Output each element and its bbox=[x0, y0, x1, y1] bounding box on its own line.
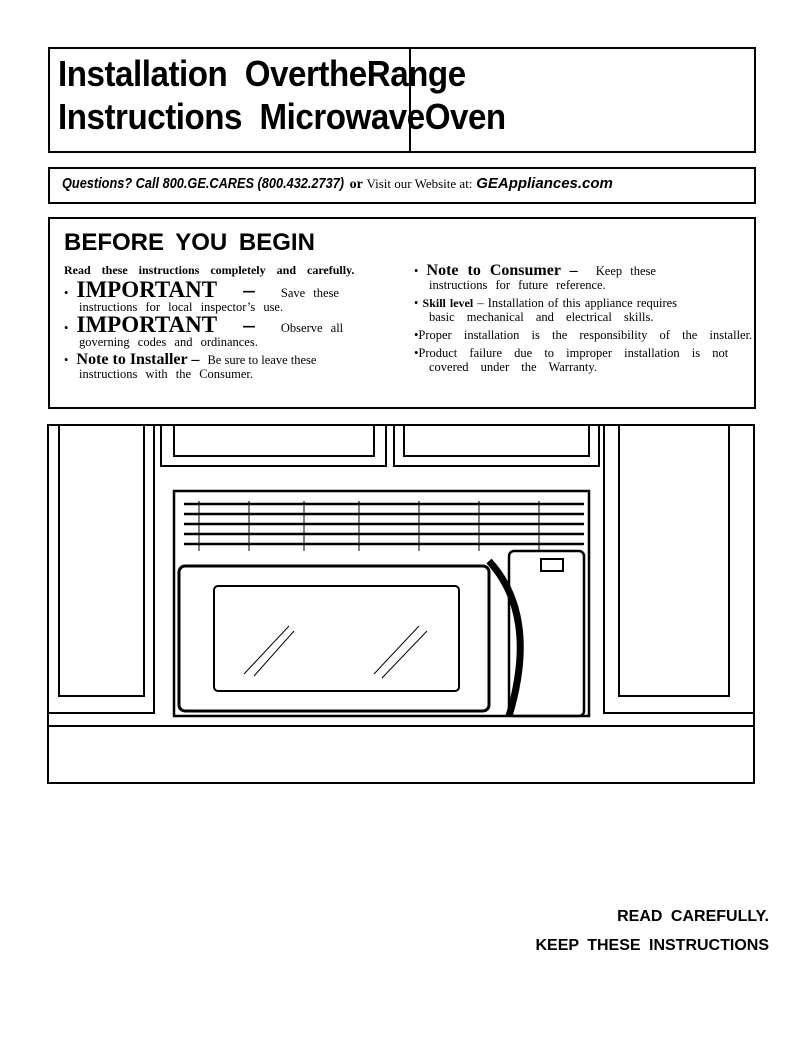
bullet: • bbox=[414, 264, 419, 278]
list-item bbox=[64, 312, 394, 349]
bullet: • bbox=[414, 296, 419, 310]
item-label: Note to Installer – bbox=[76, 351, 200, 368]
item-text: instructions with the Consumer. bbox=[79, 367, 254, 381]
item-text: instructions for local inspector’s use. bbox=[79, 300, 284, 314]
list-item bbox=[414, 296, 794, 324]
title-line-2: Instructions MicrowaveOven bbox=[58, 96, 506, 137]
cabinets bbox=[49, 426, 753, 726]
list-item bbox=[64, 353, 394, 381]
item-text: – Installation of this appliance requires bbox=[477, 296, 678, 310]
bullet: • bbox=[414, 346, 419, 360]
bullet: • bbox=[64, 286, 69, 300]
list-item bbox=[414, 346, 794, 374]
bullet: • bbox=[64, 353, 69, 367]
item-text: Be sure to leave these bbox=[207, 353, 317, 367]
bullet: • bbox=[414, 328, 419, 342]
item-text: Save these bbox=[280, 286, 339, 300]
intro-text: Read these instructions completely and carefully. bbox=[64, 263, 355, 277]
microwave-drawing bbox=[49, 426, 753, 782]
left-column bbox=[64, 263, 394, 385]
microwave-illustration bbox=[47, 424, 755, 784]
item-text: Observe all bbox=[280, 321, 344, 335]
list-item bbox=[414, 328, 794, 342]
item-text: Proper installation is the responsibility of the installer. bbox=[418, 328, 753, 342]
item-text: governing codes and ordinances. bbox=[79, 335, 258, 349]
right-column bbox=[414, 264, 794, 378]
item-label: IMPORTANT bbox=[76, 312, 218, 337]
call-text: Questions? Call 800.GE.CARES (800.432.2737) bbox=[62, 175, 345, 192]
bullet: • bbox=[64, 321, 69, 335]
item-label: IMPORTANT bbox=[76, 277, 218, 302]
section-heading: BEFORE YOU BEGIN bbox=[64, 229, 315, 256]
item-label: Note to Consumer – bbox=[426, 262, 578, 279]
questions-text bbox=[62, 175, 613, 193]
visit-text: Visit our Website at: bbox=[366, 176, 473, 191]
item-text: basic mechanical and electrical skills. bbox=[429, 310, 654, 324]
vent-grille bbox=[184, 501, 584, 551]
item-text: covered under the Warranty. bbox=[429, 360, 597, 374]
page-title bbox=[58, 52, 506, 138]
item-text: Product failure due to improper installation is not bbox=[418, 346, 729, 360]
read-carefully: READ CAREFULLY. bbox=[617, 908, 769, 925]
item-label: Skill level bbox=[422, 296, 474, 310]
item-text: Keep these bbox=[595, 264, 656, 278]
dash: – bbox=[243, 277, 255, 302]
website-link[interactable]: GEAppliances.com bbox=[476, 175, 613, 192]
or-text: or bbox=[349, 177, 363, 192]
keep-instructions: KEEP THESE INSTRUCTIONS bbox=[535, 937, 769, 954]
item-text: instructions for future reference. bbox=[429, 278, 606, 292]
list-item bbox=[64, 277, 394, 314]
title-line-1: Installation OvertheRange bbox=[58, 53, 466, 94]
list-item bbox=[414, 264, 794, 292]
dash: – bbox=[243, 312, 255, 337]
